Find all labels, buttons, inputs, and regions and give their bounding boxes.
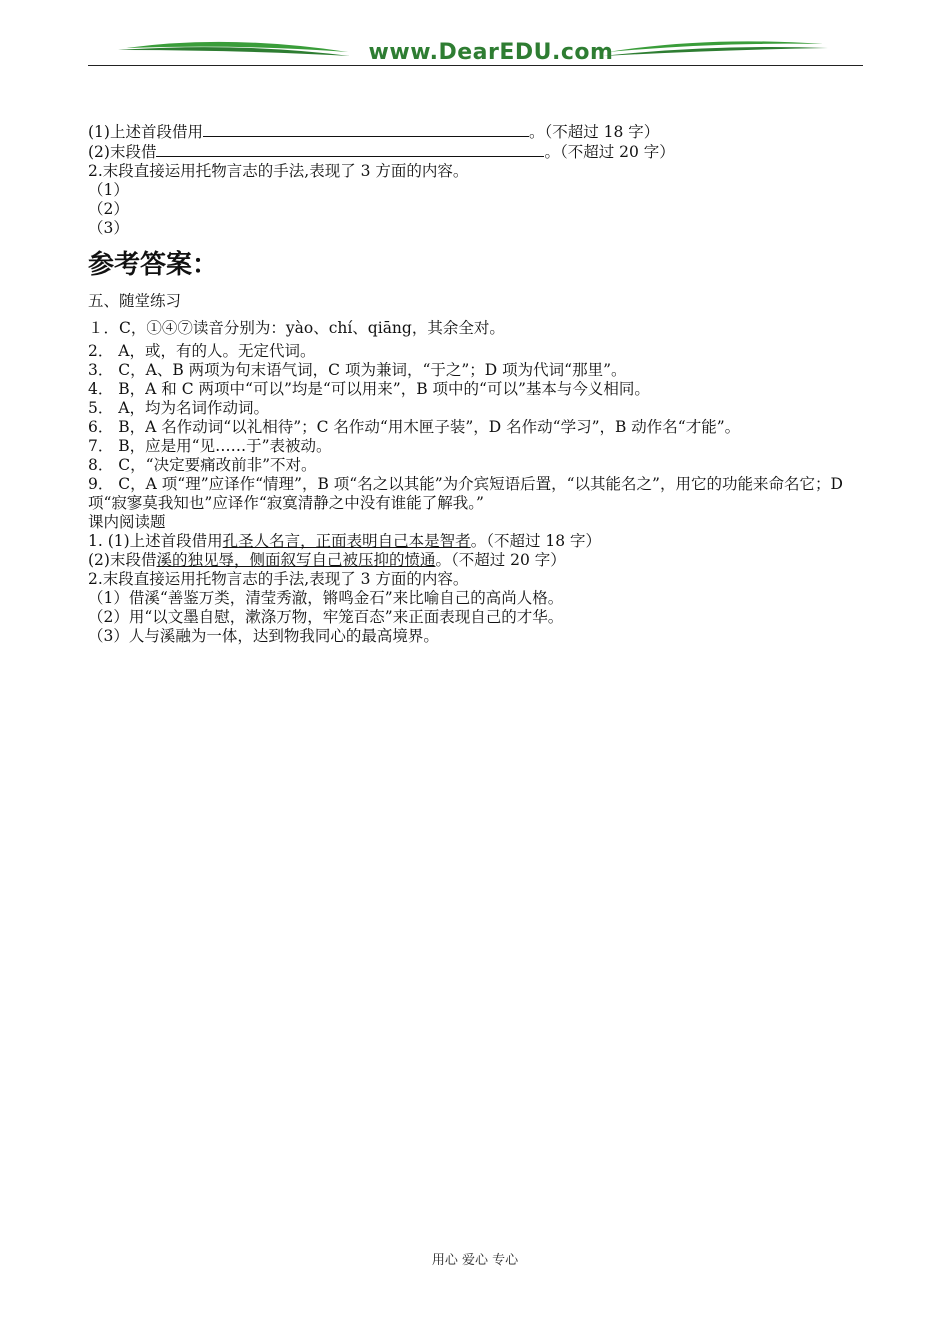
reading-sub-item: （1）借溪“善鉴万类，清莹秀澈，锵鸣金石”来比喻自己的高尚人格。: [88, 589, 564, 607]
answer-item: 8． C，“决定要痛改前非”不对。: [88, 456, 317, 474]
question-1b-prefix: (2)末段借: [88, 143, 157, 161]
reading-answer-2: [88, 551, 864, 570]
answer-item: 6． B，A 名作动词“以礼相待”；C 名作动“用木匣子装”，D 名作动“学习”，B 动作名“才能”。: [88, 418, 741, 436]
question-1b-suffix: 。（不超过 20 字）: [544, 143, 675, 161]
answer-blank: [156, 142, 544, 157]
header-divider: [88, 65, 863, 66]
question-1a: [88, 122, 864, 142]
answer-item: １．C，①④⑦读音分别为：yào、chí、qiāng，其余全对。: [88, 319, 505, 337]
header-banner: [88, 30, 863, 70]
section-title: 课内阅读题: [88, 513, 166, 531]
question-2: 2.末段直接运用托物言志的手法,表现了 3 方面的内容。: [88, 162, 469, 180]
site-logo-text[interactable]: www.DearEDU.com: [368, 40, 614, 65]
reading-answer-2-prefix: (2)末段借: [88, 551, 157, 569]
sub-item: （3）: [88, 219, 129, 237]
answer-item: 4． B，A 和 C 两项中“可以”均是“可以用来”，B 项中的“可以”基本与今义相同。: [88, 380, 650, 398]
answers-heading: 参考答案：: [88, 250, 219, 280]
question-1a-suffix: 。（不超过 18 字）: [528, 123, 660, 141]
reading-answer-1-text: 孔圣人名言，正面表明自己本是智者: [222, 532, 471, 550]
reading-sub-item: （3）人与溪融为一体，达到物我同心的最高境界。: [88, 627, 439, 645]
sub-item: （2）: [88, 200, 129, 218]
question-1b: [88, 142, 864, 162]
answer-item: 7． B，应是用“见……于”表被动。: [88, 437, 332, 455]
section-title: 五、随堂练习: [88, 292, 182, 310]
reading-sub-item: （2）用“以文墨自慰，漱涤万物，牢笼百态”来正面表现自己的才华。: [88, 608, 564, 626]
reading-answer-1-suffix: 。（不超过 18 字）: [470, 532, 602, 550]
sub-item: （1）: [88, 181, 129, 199]
answer-item: 5． A，均为名词作动词。: [88, 399, 269, 417]
reading-answer-1-prefix: 1. (1)上述首段借用: [88, 532, 223, 550]
reading-answer-2-text: 溪的独见辱，侧面叙写自己被压抑的愤通: [156, 551, 436, 569]
question-1a-prefix: (1)上述首段借用: [88, 123, 203, 141]
reading-question-2: 2.末段直接运用托物言志的手法,表现了 3 方面的内容。: [88, 570, 469, 588]
reading-answer-1: [88, 532, 864, 551]
answer-item: 2． A，或，有的人。无定代词。: [88, 342, 316, 360]
page-footer: 用心 爱心 专心: [431, 1253, 519, 1268]
document-body: [88, 122, 864, 646]
answer-item: 9． C，A 项“理”应译作“情理”，B 项“名之以其能”为介宾短语后置，“以其能名之”，用它的功能来命名它；D 项“寂寥莫我知也”应译作“寂寞清静之中没有谁能了解我。”: [88, 475, 843, 512]
answer-item: 3． C，A、B 两项为句末语气词，C 项为兼词，“于之”；D 项为代词“那里”。: [88, 361, 627, 379]
reading-answer-2-suffix: 。（不超过 20 字）: [435, 551, 566, 569]
answer-blank: [203, 122, 529, 137]
